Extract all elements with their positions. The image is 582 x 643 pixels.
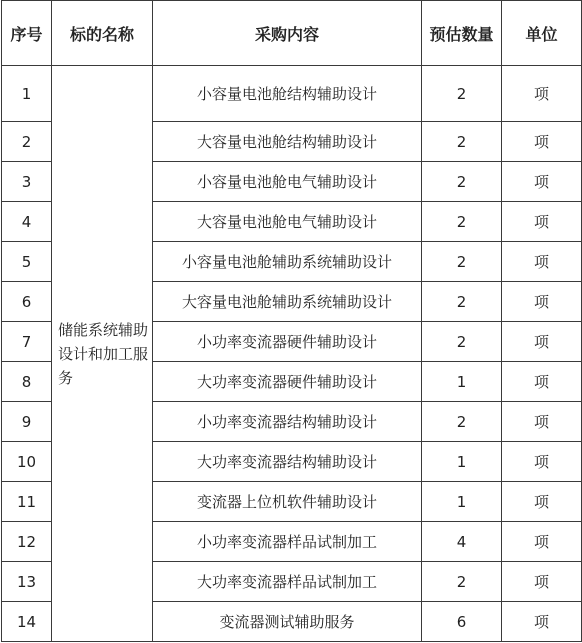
row-quantity: 2 (422, 402, 502, 442)
row-unit: 项 (502, 482, 582, 522)
row-quantity: 2 (422, 282, 502, 322)
row-index: 3 (2, 162, 52, 202)
header-unit: 单位 (502, 1, 582, 66)
subject-cell (52, 66, 153, 642)
row-content: 小容量电池舱电气辅助设计 (153, 162, 422, 202)
row-index: 9 (2, 402, 52, 442)
row-content: 大容量电池舱辅助系统辅助设计 (153, 282, 422, 322)
row-quantity: 1 (422, 442, 502, 482)
row-index: 14 (2, 602, 52, 642)
header-index: 序号 (2, 1, 52, 66)
procurement-table (1, 0, 582, 642)
header-content: 采购内容 (153, 1, 422, 66)
row-quantity: 2 (422, 66, 502, 122)
row-content: 大功率变流器样品试制加工 (153, 562, 422, 602)
subject-name: 储能系统辅助设计和加工服务 (58, 320, 149, 387)
row-unit: 项 (502, 442, 582, 482)
row-content: 小功率变流器硬件辅助设计 (153, 322, 422, 362)
row-unit: 项 (502, 522, 582, 562)
row-content: 小功率变流器样品试制加工 (153, 522, 422, 562)
row-quantity: 4 (422, 522, 502, 562)
row-unit: 项 (502, 362, 582, 402)
row-content: 大容量电池舱电气辅助设计 (153, 202, 422, 242)
row-index: 12 (2, 522, 52, 562)
row-quantity: 2 (422, 242, 502, 282)
row-content: 小容量电池舱辅助系统辅助设计 (153, 242, 422, 282)
row-quantity: 2 (422, 162, 502, 202)
row-index: 5 (2, 242, 52, 282)
row-index: 13 (2, 562, 52, 602)
row-index: 4 (2, 202, 52, 242)
row-unit: 项 (502, 162, 582, 202)
row-content: 小容量电池舱结构辅助设计 (153, 66, 422, 122)
row-quantity: 2 (422, 122, 502, 162)
row-quantity: 1 (422, 362, 502, 402)
row-content: 大功率变流器硬件辅助设计 (153, 362, 422, 402)
table-row (2, 66, 582, 122)
row-quantity: 2 (422, 562, 502, 602)
row-index: 2 (2, 122, 52, 162)
row-unit: 项 (502, 282, 582, 322)
row-content: 变流器测试辅助服务 (153, 602, 422, 642)
row-content: 小功率变流器结构辅助设计 (153, 402, 422, 442)
row-unit: 项 (502, 122, 582, 162)
row-index: 11 (2, 482, 52, 522)
row-content: 变流器上位机软件辅助设计 (153, 482, 422, 522)
row-quantity: 1 (422, 482, 502, 522)
row-quantity: 2 (422, 202, 502, 242)
row-unit: 项 (502, 322, 582, 362)
row-quantity: 2 (422, 322, 502, 362)
row-content: 大功率变流器结构辅助设计 (153, 442, 422, 482)
row-quantity: 6 (422, 602, 502, 642)
header-quantity: 预估数量 (422, 1, 502, 66)
row-unit: 项 (502, 562, 582, 602)
row-index: 10 (2, 442, 52, 482)
row-unit: 项 (502, 602, 582, 642)
header-subject: 标的名称 (52, 1, 153, 66)
row-content: 大容量电池舱结构辅助设计 (153, 122, 422, 162)
row-unit: 项 (502, 66, 582, 122)
row-index: 7 (2, 322, 52, 362)
row-unit: 项 (502, 402, 582, 442)
row-index: 1 (2, 66, 52, 122)
row-index: 6 (2, 282, 52, 322)
row-unit: 项 (502, 242, 582, 282)
row-unit: 项 (502, 202, 582, 242)
header-row (2, 1, 582, 66)
row-index: 8 (2, 362, 52, 402)
